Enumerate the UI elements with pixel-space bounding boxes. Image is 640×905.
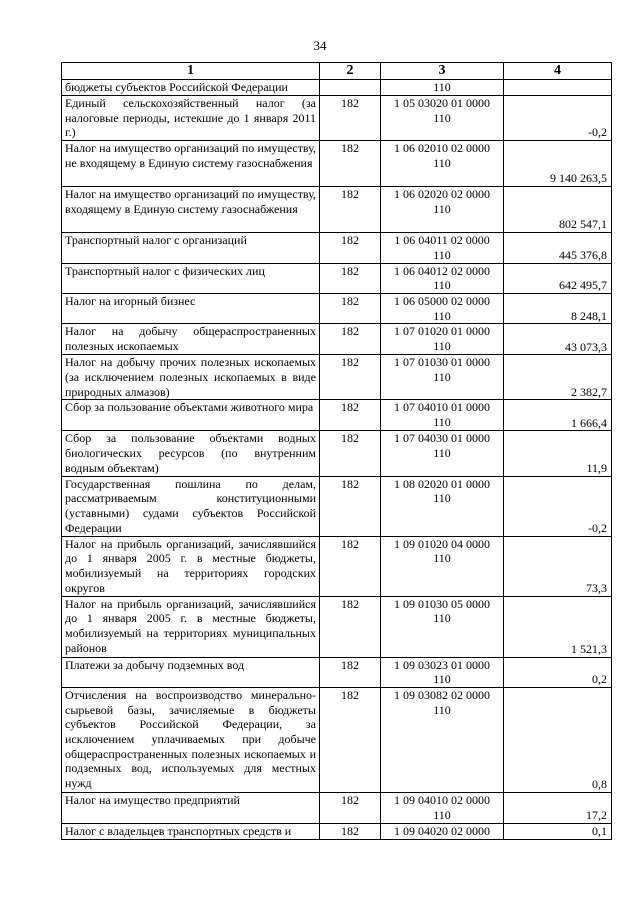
admin-code-cell: 182 [320, 536, 381, 596]
table-row [62, 476, 612, 536]
row-name-cell: Сбор за пользование объектами животного мира [62, 400, 320, 431]
row-name-cell: Налог на прибыль организаций, зачислявшийся до 1 января 2005 г. в местные бюджеты, мобилизуемый на территориях муниципальных районов [62, 596, 320, 657]
amount-cell: -0,2 [504, 96, 612, 141]
admin-code-cell: 182 [320, 400, 381, 431]
amount-cell: 2 382,7 [504, 355, 612, 400]
row-name-cell: бюджеты субъектов Российской Федерации [62, 80, 320, 96]
table-row [62, 80, 612, 96]
row-name-cell: Транспортный налог с организаций [62, 233, 320, 263]
admin-code-cell: 182 [320, 431, 381, 476]
amount-cell: 0,1 [504, 823, 612, 839]
budget-code-cell: 1 06 04012 02 0000 110 [381, 263, 504, 293]
amount-cell: 0,2 [504, 657, 612, 687]
table-row [62, 141, 612, 187]
admin-code-cell: 182 [320, 96, 381, 141]
table-row [62, 536, 612, 596]
amount-cell: 9 140 263,5 [504, 141, 612, 187]
row-name-cell: Налог с владельцев транспортных средств и [62, 823, 320, 839]
row-name-cell: Налог на имущество организаций по имуществу, входящему в Единую систему газоснабжения [62, 187, 320, 233]
row-name-cell: Налог на имущество организаций по имуществу, не входящему в Единую систему газоснабжения [62, 141, 320, 187]
column-header: 3 [381, 63, 504, 80]
column-header: 4 [504, 63, 612, 80]
admin-code-cell: 182 [320, 293, 381, 323]
row-name-cell: Налог на имущество предприятий [62, 792, 320, 823]
amount-cell: 642 495,7 [504, 263, 612, 293]
table-row [62, 657, 612, 687]
admin-code-cell [320, 80, 381, 96]
admin-code-cell: 182 [320, 823, 381, 839]
table-row [62, 596, 612, 657]
table-row [62, 324, 612, 355]
budget-code-cell: 1 09 04020 02 0000 [381, 823, 504, 839]
admin-code-cell: 182 [320, 687, 381, 792]
amount-cell: 0,8 [504, 687, 612, 792]
budget-code-cell: 1 05 03020 01 0000 110 [381, 96, 504, 141]
budget-code-cell: 1 09 04010 02 0000 110 [381, 792, 504, 823]
table-header-row [62, 63, 612, 80]
admin-code-cell: 182 [320, 596, 381, 657]
amount-cell: 73,3 [504, 536, 612, 596]
amount-cell: 8 248,1 [504, 293, 612, 323]
table-row [62, 823, 612, 839]
budget-code-cell: 1 09 01020 04 0000 110 [381, 536, 504, 596]
budget-code-cell: 1 07 01030 01 0000 110 [381, 355, 504, 400]
table-row [62, 96, 612, 141]
admin-code-cell: 182 [320, 187, 381, 233]
table-row [62, 187, 612, 233]
admin-code-cell: 182 [320, 476, 381, 536]
amount-cell: 802 547,1 [504, 187, 612, 233]
column-header: 2 [320, 63, 381, 80]
row-name-cell: Сбор за пользование объектами водных биологических ресурсов (по внутренним водным объектам) [62, 431, 320, 476]
page-number: 34 [313, 38, 327, 53]
budget-code-cell: 1 08 02020 01 0000 110 [381, 476, 504, 536]
admin-code-cell: 182 [320, 141, 381, 187]
budget-code-cell: 1 06 02020 02 0000 110 [381, 187, 504, 233]
amount-cell: 445 376,8 [504, 233, 612, 263]
table-row [62, 792, 612, 823]
budget-code-cell: 1 07 01020 01 0000 110 [381, 324, 504, 355]
table-row [62, 400, 612, 431]
row-name-cell: Отчисления на воспроизводство минерально-сырьевой базы, зачисляемые в бюджеты субъектов Российской Федерации, за исключением уплачиваемых при добыче общераспространенных полезных ископаемых и подземных вод, используемых для местных нужд [62, 687, 320, 792]
table-row [62, 293, 612, 323]
budget-code-cell: 1 06 05000 02 0000 110 [381, 293, 504, 323]
amount-cell: 1 666,4 [504, 400, 612, 431]
row-name-cell: Налог на добычу прочих полезных ископаемых (за исключением полезных ископаемых в виде природных алмазов) [62, 355, 320, 400]
amount-cell: -0,2 [504, 476, 612, 536]
amount-cell: 17,2 [504, 792, 612, 823]
budget-code-cell: 1 06 02010 02 0000 110 [381, 141, 504, 187]
row-name-cell: Налог на игорный бизнес [62, 293, 320, 323]
budget-code-cell: 1 09 03023 01 0000 110 [381, 657, 504, 687]
table-row [62, 431, 612, 476]
column-header: 1 [62, 63, 320, 80]
admin-code-cell: 182 [320, 657, 381, 687]
table-row [62, 355, 612, 400]
admin-code-cell: 182 [320, 355, 381, 400]
revenue-table [61, 62, 612, 840]
row-name-cell: Налог на добычу общераспространенных полезных ископаемых [62, 324, 320, 355]
budget-code-cell: 110 [381, 80, 504, 96]
table-row [62, 233, 612, 263]
row-name-cell: Транспортный налог с физических лиц [62, 263, 320, 293]
admin-code-cell: 182 [320, 263, 381, 293]
row-name-cell: Единый сельскохозяйственный налог (за налоговые периоды, истекшие до 1 января 2011 г.) [62, 96, 320, 141]
table-row [62, 687, 612, 792]
admin-code-cell: 182 [320, 792, 381, 823]
budget-code-cell: 1 07 04010 01 0000 110 [381, 400, 504, 431]
admin-code-cell: 182 [320, 324, 381, 355]
budget-code-cell: 1 07 04030 01 0000 110 [381, 431, 504, 476]
amount-cell: 1 521,3 [504, 596, 612, 657]
row-name-cell: Налог на прибыль организаций, зачислявшийся до 1 января 2005 г. в местные бюджеты, мобилизуемый на территориях городских округов [62, 536, 320, 596]
budget-code-cell: 1 09 03082 02 0000 110 [381, 687, 504, 792]
amount-cell [504, 80, 612, 96]
amount-cell: 43 073,3 [504, 324, 612, 355]
budget-code-cell: 1 06 04011 02 0000 110 [381, 233, 504, 263]
budget-code-cell: 1 09 01030 05 0000 110 [381, 596, 504, 657]
admin-code-cell: 182 [320, 233, 381, 263]
row-name-cell: Государственная пошлина по делам, рассматриваемым конституционными (уставными) судами субъектов Российской Федерации [62, 476, 320, 536]
row-name-cell: Платежи за добычу подземных вод [62, 657, 320, 687]
table-row [62, 263, 612, 293]
amount-cell: 11,9 [504, 431, 612, 476]
